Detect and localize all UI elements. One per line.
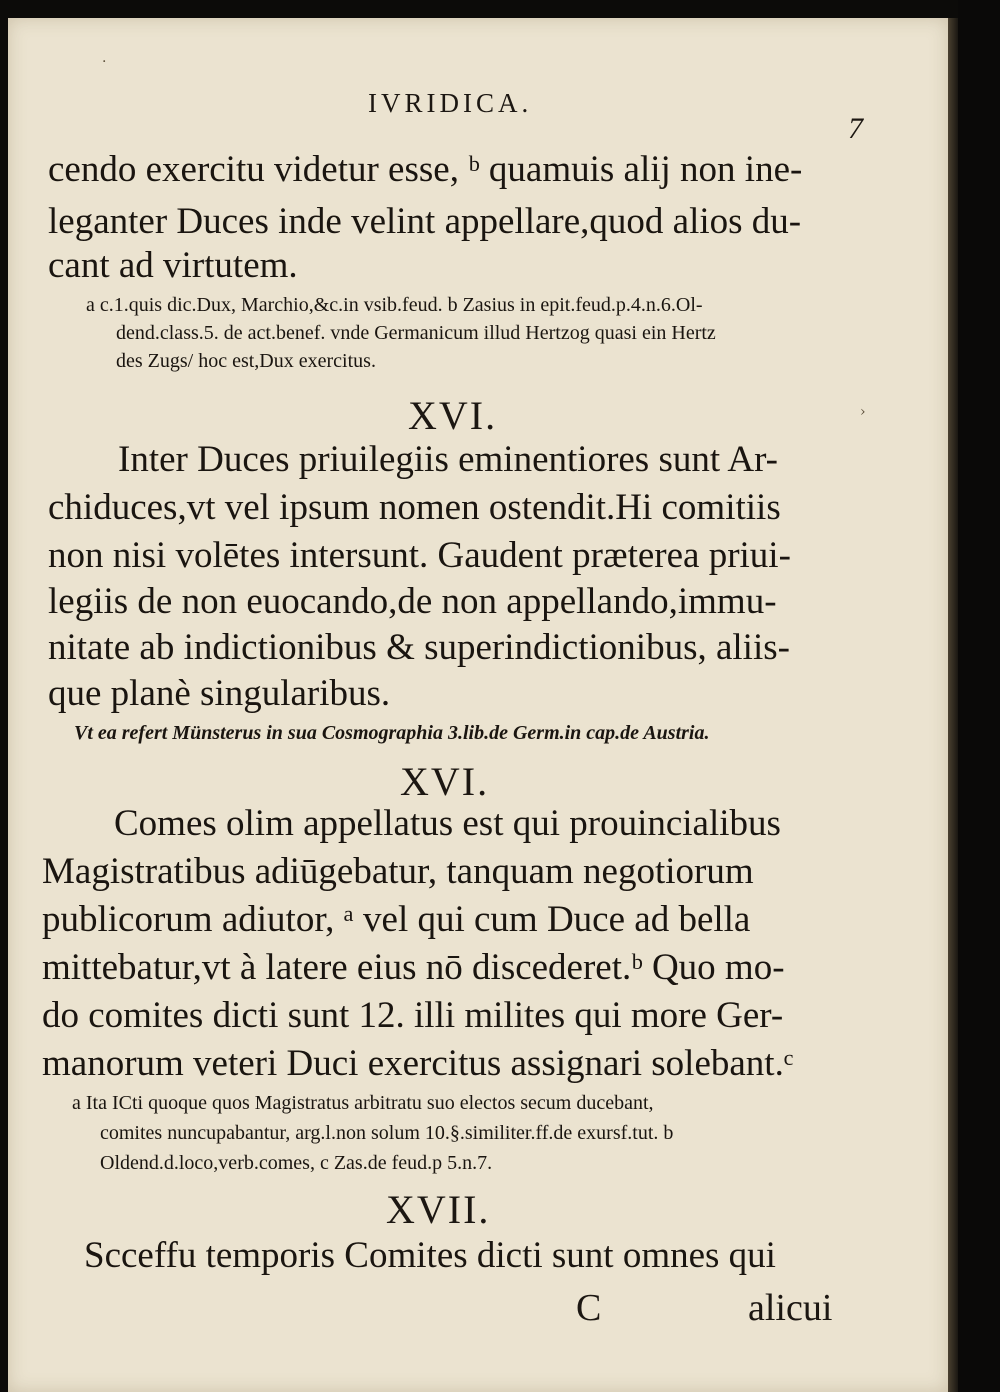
note-line: a Ita ICti quoque quos Magistratus arbitratu suo electos secum ducebant, bbox=[72, 1092, 654, 1114]
text-line: publicorum adiutor, ᵃ vel qui cum Duce ad bella bbox=[42, 899, 751, 940]
text-line: cendo exercitu videtur esse, ᵇ quamuis alij non ine- bbox=[48, 149, 803, 190]
text-line: do comites dicti sunt 12. illi milites qui more Ger- bbox=[42, 995, 784, 1036]
page-edge-shadow bbox=[948, 18, 958, 1392]
note-line: dend.class.5. de act.benef. vnde Germanicum illud Hertzog quasi ein Hertz bbox=[116, 322, 716, 344]
text-line: Magistratibus adiūgebatur, tanquam negotiorum bbox=[42, 851, 754, 892]
ink-speck: · bbox=[102, 54, 107, 70]
text-line: cant ad virtutem. bbox=[48, 245, 298, 286]
text-line: Inter Duces priuilegiis eminentiores sunt Ar- bbox=[118, 439, 778, 480]
book-page bbox=[8, 18, 948, 1392]
text-line: manorum veteri Duci exercitus assignari solebant.ᶜ bbox=[42, 1043, 794, 1084]
text-line: chiduces,vt vel ipsum nomen ostendit.Hi comitiis bbox=[48, 487, 781, 528]
note-line: Oldend.d.loco,verb.comes, c Zas.de feud.p 5.n.7. bbox=[100, 1152, 493, 1174]
printed-area bbox=[8, 18, 948, 1392]
running-head: IVRIDICA. bbox=[368, 88, 533, 118]
text-line: mittebatur,vt à latere eius nō discederet.ᵇ Quo mo- bbox=[42, 947, 785, 988]
text-line: legiis de non euocando,de non appellando,immu- bbox=[48, 581, 777, 622]
note-line: a c.1.quis dic.Dux, Marchio,&c.in vsib.feud. b Zasius in epit.feud.p.4.n.6.Ol- bbox=[86, 294, 703, 316]
text-line: Scceffu temporis Comites dicti sunt omnes qui bbox=[84, 1235, 776, 1276]
section-number: XVI. bbox=[408, 393, 498, 438]
text-line: Comes olim appellatus est qui prouincialibus bbox=[114, 803, 781, 844]
text-line: nitate ab indictionibus & superindictionibus, aliis- bbox=[48, 627, 790, 668]
ink-speck: › bbox=[860, 404, 866, 420]
text-line: non nisi volētes intersunt. Gaudent præterea priui- bbox=[48, 535, 791, 576]
catchword: alicui bbox=[748, 1287, 833, 1329]
section-number: XVI. bbox=[400, 759, 490, 804]
text-line: leganter Duces inde velint appellare,quod alios du- bbox=[48, 201, 802, 242]
scan-background bbox=[958, 0, 1000, 1392]
page-number: 7 bbox=[848, 112, 863, 145]
text-line: que planè singularibus. bbox=[48, 673, 391, 714]
note-line: Vt ea refert Münsterus in sua Cosmographia 3.lib.de Germ.in cap.de Austria. bbox=[74, 722, 710, 744]
signature-mark: C bbox=[576, 1287, 602, 1329]
note-line: comites nuncupabantur, arg.l.non solum 10.§.similiter.ff.de exursf.tut. b bbox=[100, 1122, 674, 1144]
section-number: XVII. bbox=[386, 1187, 491, 1232]
note-line: des Zugs/ hoc est,Dux exercitus. bbox=[116, 350, 376, 372]
